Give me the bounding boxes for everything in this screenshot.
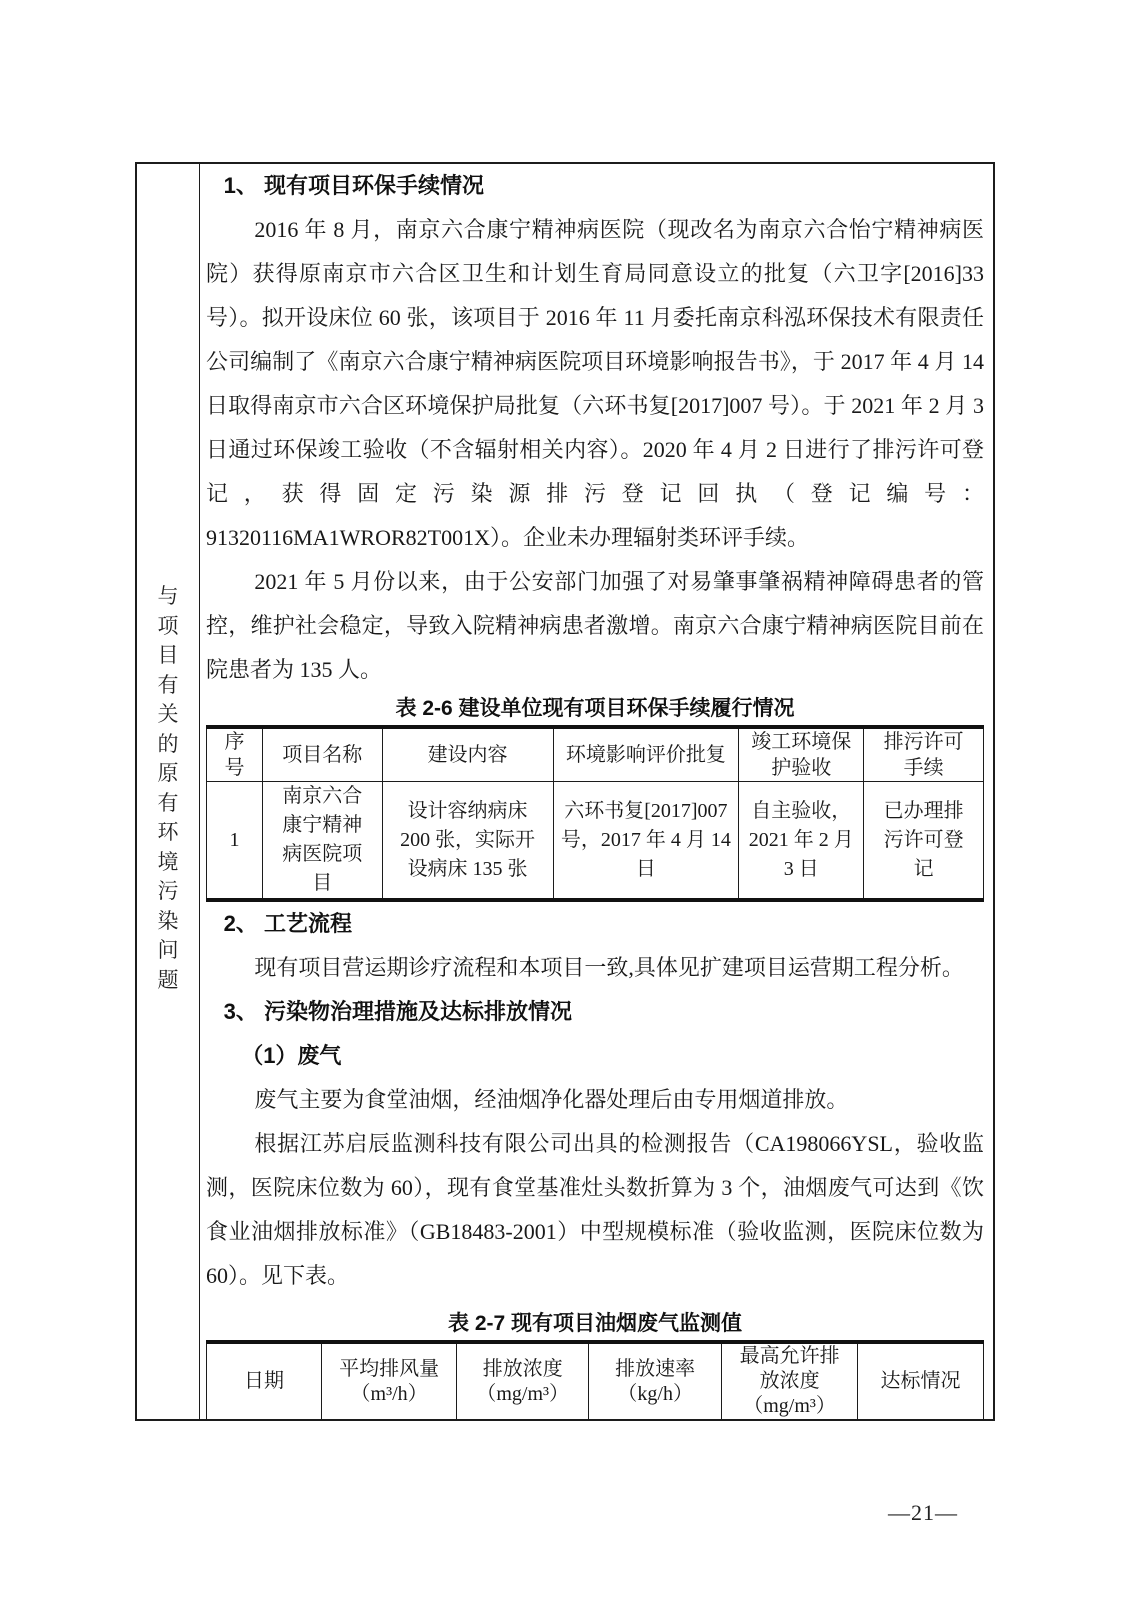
page-number: —21— [888, 1500, 958, 1525]
table-2-6-data-row [207, 782, 984, 901]
table-2-7-header-cell: 排放浓度（mg/m³） [457, 1342, 589, 1419]
section1-paragraph1: 2016 年 8 月，南京六合康宁精神病医院（现改名为南京六合怡宁精神病医院）获得原南京市六合区卫生和计划生育局同意设立的批复（六卫字[2016]33 号）。拟开设床位 60 张，该项目于 2016 年 11 月委托南京科泓环保技术有限责任公司编制了《南京六合康宁精神病医院项目环境影响报告书》，于 2017 年 4 月 14 日取得南京市六合区环境保护局批复（六环书复[2017]007 号）。于 2021 年 2 月 3 日通过环保竣工验收（不含辐射相关内容）。2020 年 4 月 2 日进行了排污许可登记，获得固定污染源排污登记回执（登记编号：91320116MA1WROR82T001X）。企业未办理辐射类环评手续。 [206, 217, 984, 550]
table-2-6-cell-permit: 已办理排污许可登记 [864, 782, 984, 901]
main-content [200, 164, 993, 1419]
table-2-6-header-cell: 序号 [207, 727, 263, 782]
table-2-7-header-cell: 平均排风量（m³/h） [321, 1342, 456, 1419]
table-2-6-header-cell: 建设内容 [382, 727, 553, 782]
section1-heading: 1、 现有项目环保手续情况 [223, 173, 484, 198]
table-2-6-cell-project-name: 南京六合康宁精神病医院项目 [262, 782, 382, 901]
table-2-6-cell-eia-approval: 六环书复[2017]007 号，2017 年 4 月 14 日 [553, 782, 739, 901]
table-2-6-header-cell: 项目名称 [262, 727, 382, 782]
section3-paragraph2: 根据江苏启辰监测科技有限公司出具的检测报告（CA198066YSL，验收监测，医院床位数为 60），现有食堂基准灶头数折算为 3 个，油烟废气可达到《饮食业油烟排放标准》（GB18483-2001）中型规模标准（验收监测，医院床位数为 60）。见下表。 [206, 1131, 984, 1288]
table-2-6-header-cell: 环境影响评价批复 [553, 727, 739, 782]
section3-heading: 3、 污染物治理措施及达标排放情况 [223, 999, 572, 1024]
section2-heading: 2、 工艺流程 [223, 911, 352, 936]
row-label-vertical-text: 与项目有关的原有环境污染问题 [157, 584, 179, 992]
content-frame [135, 162, 995, 1421]
table-2-6 [206, 725, 984, 902]
table-2-7-header-cell: 最高允许排放浓度（mg/m³） [722, 1342, 858, 1419]
table-2-7-header-row [207, 1342, 984, 1419]
table-2-7-header-cell: 排放速率（kg/h） [589, 1342, 722, 1419]
section1-paragraph2: 2021 年 5 月份以来，由于公安部门加强了对易肇事肇祸精神障碍患者的管控，维护社会稳定，导致入院精神病患者激增。南京六合康宁精神病医院目前在院患者为 135 人。 [206, 569, 984, 682]
table-2-6-title: 表 2-6 建设单位现有项目环保手续履行情况 [395, 697, 795, 720]
table-2-6-header-cell: 排污许可手续 [864, 727, 984, 782]
table-2-6-cell-construction-content: 设计容纳病床 200 张，实际开设病床 135 张 [382, 782, 553, 901]
table-2-7 [206, 1340, 984, 1419]
table-2-7-header-cell: 日期 [207, 1342, 322, 1419]
section2-paragraph: 现有项目营运期诊疗流程和本项目一致,具体见扩建项目运营期工程分析。 [254, 955, 964, 980]
table-2-6-header-row [207, 727, 984, 782]
table-2-6-header-cell: 竣工环境保护验收 [739, 727, 864, 782]
section3-paragraph1: 废气主要为食堂油烟，经油烟净化器处理后由专用烟道排放。 [254, 1087, 849, 1112]
section3-sub1-heading: （1）废气 [241, 1043, 342, 1068]
table-2-7-header-cell: 达标情况 [858, 1342, 984, 1419]
table-2-7-title: 表 2-7 现有项目油烟废气监测值 [447, 1312, 743, 1335]
row-label-column [137, 164, 200, 1419]
table-2-6-cell-index: 1 [207, 782, 263, 901]
table-2-6-cell-acceptance: 自主验收，2021 年 2 月 3 日 [739, 782, 864, 901]
